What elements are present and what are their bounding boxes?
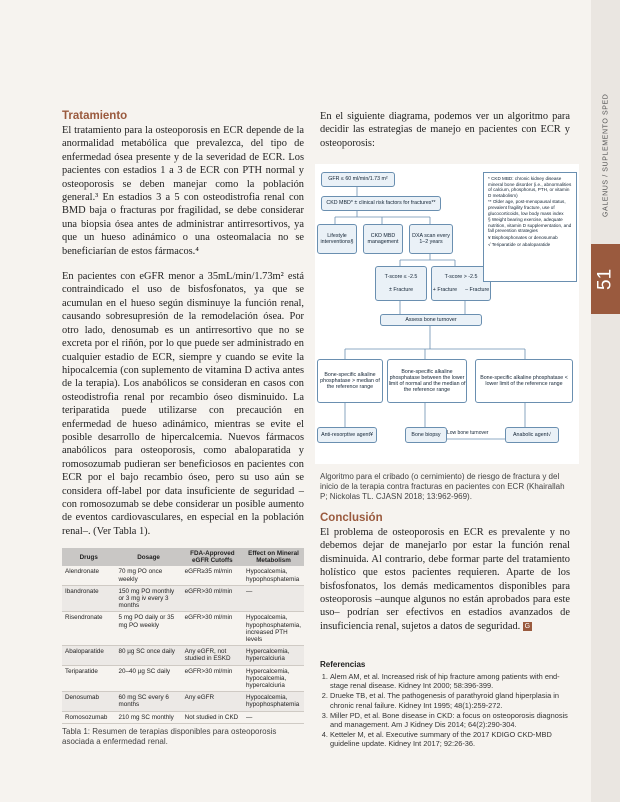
table-cell: 150 mg PO monthly or 3 mg iv every 3 months xyxy=(115,585,181,612)
conclusion-text: El problema de osteoporosis en ECR es prevalente y no debemos dejar de manejarlo por estar la función renal disminuida. Al contrario, debe formar parte del tratamiento holístico que estos pacientes requieren. Aparte de los bisfosfonatos, los demás medicamentos disponibles para osteoporosis –aunque algunos no están aprobados para este uso– podrían ser efectivos en estadios avanzados de insuficiencia renal, sujetos a datos de seguridad. xyxy=(320,527,570,632)
table-cell: Ibandronate xyxy=(62,585,115,612)
table-row xyxy=(62,566,304,585)
node-label: T-score ≤ -2.5 xyxy=(384,274,418,281)
node-dxa: DXA scan every 1–2 years xyxy=(409,224,453,254)
section-heading: Conclusión xyxy=(320,512,383,524)
table-row xyxy=(62,711,304,723)
node-gfr: GFR ≤ 60 ml/min/1.73 m² xyxy=(321,172,395,187)
table-cell: Hypocalcemia, hypophosphatemia xyxy=(243,692,304,711)
references-list xyxy=(320,672,570,749)
reference-item: 4. Ketteler M, et al. Executive summary of the 2017 KDIGO CKD-MBD guideline update. Kidney Int 2017; 92:26-36. xyxy=(330,730,570,748)
table-cell: Not studied in CKD xyxy=(182,711,243,723)
table-cell: Denosumab xyxy=(62,692,115,711)
table-cell: 20–40 µg SC daily xyxy=(115,665,181,692)
table-row xyxy=(62,585,304,612)
table-cell: Any eGFR xyxy=(182,692,243,711)
diagram-intro xyxy=(320,110,570,150)
note: √ Teriparatide or abaloparatide xyxy=(488,241,551,247)
node-tscore-high xyxy=(431,266,491,301)
note: ¥ Bisphosphonates or denosumab xyxy=(488,234,558,240)
table-cell: Any eGFR, not studied in ESKD xyxy=(182,646,243,665)
note: * CKD MBD: chronic kidney disease mineral bone disorder (i.e., abnormalities of calcium, phosphorus, PTH, or vitamin D metabolism) xyxy=(488,176,572,198)
table-cell: Abaloparatide xyxy=(62,646,115,665)
diagram-caption: Algoritmo para el cribado (o cernimiento) de riesgo de fractura y del inicio de la terapia contra fracturas en pacientes con ECR (Khairallah P; Nickolas TL. CJASN 2018; 13:962-969). xyxy=(320,472,565,501)
page-number: 51 xyxy=(594,268,616,290)
table-cell: eGFR>30 ml/min xyxy=(182,665,243,692)
table-header: FDA-Approved eGFR Cutoffs xyxy=(182,548,243,566)
table-cell: 70 mg PO once weekly xyxy=(115,566,181,585)
node-ckd-management: CKD MBD management xyxy=(363,224,403,254)
node-label: T-score > -2.5 xyxy=(444,274,478,281)
table-cell: 5 mg PO daily or 35 mg PO weekly xyxy=(115,612,181,646)
table-cell: Teriparatide xyxy=(62,665,115,692)
table-cell: Romosozumab xyxy=(62,711,115,723)
table-header: Drugs xyxy=(62,548,115,566)
node-anabolic: Anabolic agent√ xyxy=(505,427,559,443)
references-title: Referencias xyxy=(320,660,366,669)
node-assess: Assess bone turnover xyxy=(380,314,482,326)
node-label: – Fracture xyxy=(465,286,490,293)
node-alp-high: Bone-specific alkaline phosphatase > median of the reference range xyxy=(317,359,383,403)
section-conclusion xyxy=(320,512,570,633)
node-label: + Fracture xyxy=(432,286,458,293)
node-alp-low: Bone-specific alkaline phosphatase < lower limit of the reference range xyxy=(475,359,573,403)
table-cell: eGFR≥35 ml/min xyxy=(182,566,243,585)
table-row xyxy=(62,692,304,711)
paragraph xyxy=(320,526,570,633)
node-bone-biopsy: Bone biopsy xyxy=(405,427,447,443)
node-alp-mid: Bone-specific alkaline phosphatase between the lower limit of normal and the median of the reference range xyxy=(387,359,467,403)
low-turnover-label: Low bone turnover xyxy=(447,430,489,436)
paragraph: El tratamiento para la osteoporosis en ECR depende de la anormalidad metabólica que prevalezca, del tipo de enfermedad ósea presente y de la severidad de ECR. Los pacientes con estadios 1 a 3 de ECR con PTH normal y osteoporosis se deben manejar como la población general.³ En estadios 3 a 5 con osteodistrofia renal con BMD baja o fracturas por fragilidad, se debe considerar una biopsia ósea antes de administrar antirresortivos, ya que un hueso adinámico o una osteomalacia no se beneficiarían de estos fármacos.⁴ xyxy=(62,125,304,257)
running-head: GALENUS / SUPLEMENTO SPED xyxy=(602,93,610,217)
galenus-logo-icon: G xyxy=(524,622,531,630)
diagram-notes xyxy=(483,172,577,282)
algorithm-diagram xyxy=(315,164,579,464)
table-cell: 60 mg SC every 6 months xyxy=(115,692,181,711)
reference-item: 1. Alem AM, et al. Increased risk of hip fracture among patients with end-stage renal disease. Kidney Int 2000; 58:396-399. xyxy=(330,672,570,690)
table-row xyxy=(62,612,304,646)
node-tscore-low xyxy=(375,266,427,301)
table-cell: — xyxy=(243,711,304,723)
table-caption: Tabla 1: Resumen de terapias disponibles para osteoporosis asociada a enfermedad renal. xyxy=(62,726,277,746)
table-cell: Hypocalcemia, hypophosphatemia, increased PTH levels xyxy=(243,612,304,646)
table-cell: Hypercalcemia, hypercalciuria xyxy=(243,646,304,665)
node-lifestyle: Lifestyle interventions§ xyxy=(317,224,357,254)
table-cell: 80 µg SC once daily xyxy=(115,646,181,665)
note: § Weight bearing exercise, adequate nutrition, vitamin D supplementation, and fall prevention strategies xyxy=(488,217,572,234)
node-label: ± Fracture xyxy=(388,286,414,293)
table-row xyxy=(62,646,304,665)
table-cell: 210 mg SC monthly xyxy=(115,711,181,723)
table-cell: eGFR>30 ml/min xyxy=(182,585,243,612)
reference-item: 3. Miller PD, et al. Bone disease in CKD: a focus on osteoporosis diagnosis and management. Am J Kidney Dis 2014; 64(2):290-304. xyxy=(330,711,570,729)
note: ** Older age, post-menopausal status, prevalent fragility fracture, use of glucocorticoids, low body mass index xyxy=(488,199,566,216)
table-cell: Hypercalcemia, hypocalcemia, hypercalciuria xyxy=(243,665,304,692)
table-header-row xyxy=(62,548,304,566)
table-cell: eGFR>30 ml/min xyxy=(182,612,243,646)
reference-item: 2. Drueke TB, et al. The pathogenesis of parathyroid gland hiperplasia in chronic renal failure. Kidney Int 1995; 48(1):259-272. xyxy=(330,691,570,709)
table-row xyxy=(62,665,304,692)
paragraph: En pacientes con eGFR menor a 35mL/min/1.73m² está contraindicado el uso de bisfosfonatos, ya que se acumulan en el hueso según disminuye la función renal, causando sobresupresión de la remodelación ósea. Por otro lado, denosumab es un antirresortivo que no se excreta por el riñón, por lo que puede ser administrado en cualquier estadio de ECR, siempre y cuando se evite la hipocalcemia (con suplemento de vitamina D activa antes de la terapia). Los anabólicos se consideran en casos con osteodistrofia renal por recambio óseo disminuido. La teriparatida puede utilizarse con precaución en enfermedad de hueso adinámico, mientras se evite el posible desarrollo de hipercalcemia. Nuevos fármacos anabólicos para osteoporosis, como abaloparatida y romosozumab pudieran ser beneficiosos en pacientes con ECR por el bajo recambio óseo, pero su uso aún se considera off-label por data insuficiente de seguridad –con romosozumab se debe considerar un posible aumento de eventos cardiovasculares, en especial en la población renal–. (Ver Tabla 1). xyxy=(62,271,304,537)
table-header: Dosage xyxy=(115,548,181,566)
drugs-table xyxy=(62,548,304,724)
table-cell: Risendronate xyxy=(62,612,115,646)
table-cell: Hypocalcemia, hypophosphatemia xyxy=(243,566,304,585)
table-header: Effect on Mineral Metabolism xyxy=(243,548,304,566)
diagram-caption-wrap xyxy=(320,472,570,502)
table-cell: Alendronate xyxy=(62,566,115,585)
table-cell: — xyxy=(243,585,304,612)
section-heading: Tratamiento xyxy=(62,110,128,122)
drugs-table-wrap xyxy=(62,548,304,747)
section-tratamiento xyxy=(62,110,304,538)
paragraph: En el siguiente diagrama, podemos ver un algoritmo para decidir las estrategias de manejo en pacientes con ECR y osteoporosis: xyxy=(320,111,570,149)
node-antiresorptive: Anti-resorptive agent¥ xyxy=(317,427,377,443)
node-ckd-mbd: CKD MBD* ± clinical risk factors for fractures** xyxy=(321,196,441,211)
references xyxy=(320,660,570,750)
